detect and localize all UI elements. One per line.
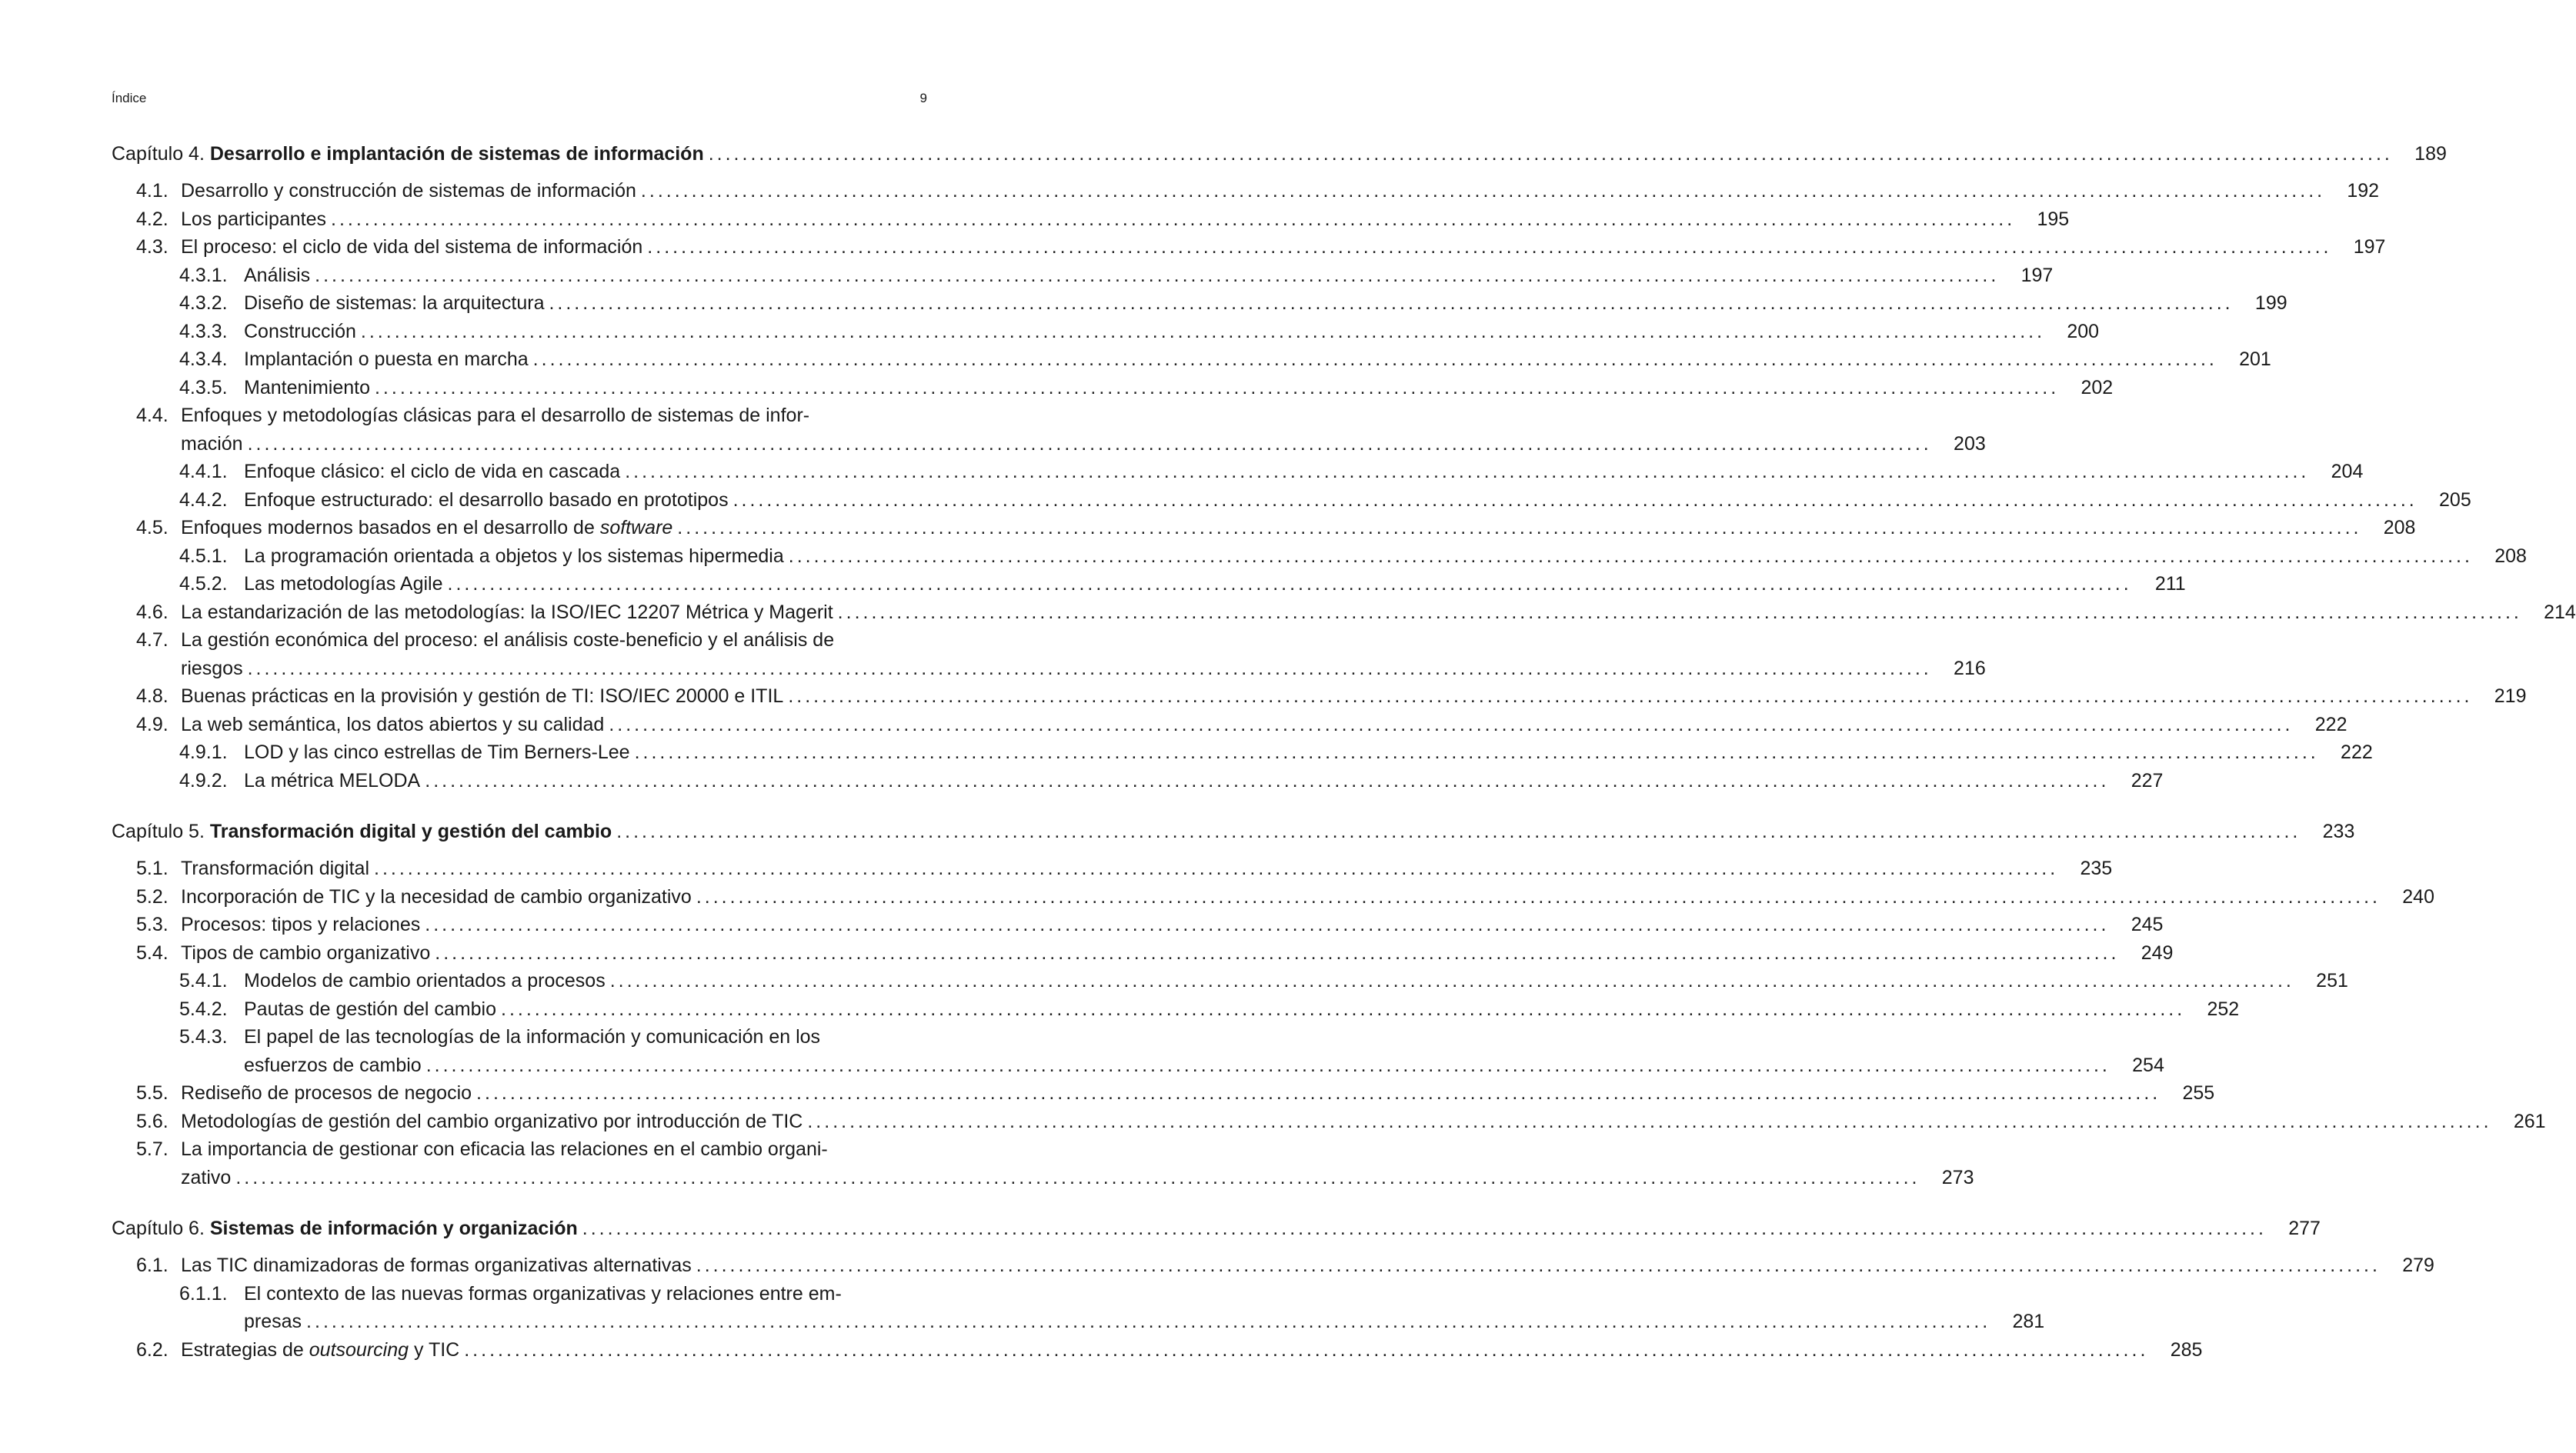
dot-leader: ........................................................................................................................................................................................................ xyxy=(425,769,2110,791)
entry-page: 261 xyxy=(2513,1110,2546,1132)
dot-leader: ........................................................................................................................................................................................................ xyxy=(732,488,2418,511)
entry-number: 4.4.2. xyxy=(179,488,228,511)
entry-number: 4.8. xyxy=(136,685,169,707)
toc-entry xyxy=(112,1338,2203,1368)
dot-leader: ........................................................................................................................................................................................................ xyxy=(501,998,2186,1020)
toc-entry-line xyxy=(179,1054,2164,1083)
entry-page: 214 xyxy=(2544,601,2576,623)
entry-title: Enfoques modernos basados en el desarrollo de software xyxy=(181,517,673,538)
entry-title: Tipos de cambio organizativo xyxy=(181,941,431,964)
entry-number: 4.3.3. xyxy=(179,320,228,342)
toc-entry-line xyxy=(179,1026,927,1055)
entry-page: 208 xyxy=(2383,517,2416,538)
toc-entry-line xyxy=(136,629,927,658)
entry-title: Buenas prácticas en la provisión y gestión de TI: ISO/IEC 20000 e ITIL xyxy=(181,685,784,707)
chapter-title: Transformación digital y gestión del cambio xyxy=(209,821,612,842)
chapter-label: Capítulo 5. xyxy=(112,821,210,842)
entry-title: Rediseño de procesos de negocio xyxy=(181,1082,472,1104)
entry-number: 4.3.1. xyxy=(179,264,228,286)
entry-title: Las metodologías Agile xyxy=(244,573,443,595)
entry-title: Las TIC dinamizadoras de formas organizativas alternativas xyxy=(181,1255,692,1276)
entry-title: Metodologías de gestión del cambio organizativo por introducción de TIC xyxy=(181,1110,803,1132)
toc-entry-line xyxy=(179,1283,927,1311)
chapter-heading xyxy=(112,143,2447,171)
dot-leader: ........................................................................................................................................................................................................ xyxy=(634,741,2319,763)
entry-page: 197 xyxy=(2353,236,2386,258)
toc-entry xyxy=(112,461,2364,489)
entry-title-continued: riesgos xyxy=(181,657,243,679)
toc-entry xyxy=(112,1082,2215,1111)
dot-leader: ........................................................................................................................................................................................................ xyxy=(708,143,2393,165)
toc-entry xyxy=(112,405,1986,461)
entry-number: 5.4.2. xyxy=(179,998,228,1020)
dot-leader: ........................................................................................................................................................................................................ xyxy=(807,1110,2492,1132)
dot-leader: ........................................................................................................................................................................................................ xyxy=(331,208,2016,230)
chapter-lead xyxy=(112,1218,578,1240)
entry-number: 6.1. xyxy=(136,1255,169,1276)
toc-entry xyxy=(112,858,2113,886)
toc-entry xyxy=(112,573,2186,602)
entry-page: 279 xyxy=(2402,1255,2434,1276)
dot-leader: ........................................................................................................................................................................................................ xyxy=(609,970,2294,991)
chapter-lead xyxy=(112,143,704,165)
toc-entry xyxy=(112,713,2347,742)
toc-entry xyxy=(112,1110,2546,1139)
entry-number: 4.9.2. xyxy=(179,769,228,791)
entry-number: 4.3.5. xyxy=(179,376,228,398)
entry-title: Desarrollo y construcción de sistemas de información xyxy=(181,180,636,202)
entry-title-italic: software xyxy=(599,517,673,538)
toc-entry xyxy=(112,376,2114,405)
entry-number: 4.3. xyxy=(136,236,169,258)
dot-leader: ........................................................................................................................................................................................................ xyxy=(425,914,2110,935)
running-head xyxy=(112,91,927,106)
dot-leader: ........................................................................................................................................................................................................ xyxy=(696,885,2381,908)
entry-title: Mantenimiento xyxy=(244,376,370,398)
dot-leader: ........................................................................................................................................................................................................ xyxy=(640,180,2326,202)
dot-leader: ........................................................................................................................................................................................................ xyxy=(315,264,2000,286)
entry-title-continued: esfuerzos de cambio xyxy=(244,1054,422,1076)
entry-page: 199 xyxy=(2254,292,2287,314)
entry-number: 5.7. xyxy=(136,1138,169,1160)
entry-title: La programación orientada a objetos y los sistemas hipermedia xyxy=(244,545,784,567)
entry-title: Los participantes xyxy=(181,208,327,230)
dot-leader: ........................................................................................................................................................................................................ xyxy=(306,1311,1991,1332)
entry-page: 255 xyxy=(2182,1082,2215,1104)
entry-number: 4.5. xyxy=(136,517,169,538)
section-title: Índice xyxy=(112,91,147,105)
entry-page: 222 xyxy=(2341,741,2373,763)
entry-title-continued: zativo xyxy=(181,1166,232,1188)
dot-leader: ........................................................................................................................................................................................................ xyxy=(425,1054,2111,1076)
entry-page: 254 xyxy=(2132,1054,2164,1076)
toc-entry-line xyxy=(136,657,1986,686)
entry-page: 245 xyxy=(2131,914,2164,935)
entry-title: Estrategias de outsourcing y TIC xyxy=(181,1338,460,1361)
dot-leader: ........................................................................................................................................................................................................ xyxy=(360,320,2046,342)
chapter-title: Sistemas de información y organización xyxy=(209,1218,578,1239)
entry-page: 204 xyxy=(2331,461,2364,482)
chapter-label: Capítulo 4. xyxy=(112,143,210,165)
entry-page: 281 xyxy=(2012,1311,2045,1332)
toc-entry xyxy=(112,1138,1974,1195)
entry-page: 240 xyxy=(2402,885,2434,908)
toc-entry xyxy=(112,998,2240,1027)
entry-number: 4.6. xyxy=(136,601,169,623)
entry-number: 5.2. xyxy=(136,885,169,908)
entry-title: Diseño de sistemas: la arquitectura xyxy=(244,292,545,314)
entry-number: 5.4.3. xyxy=(179,1026,228,1048)
dot-leader: ........................................................................................................................................................................................................ xyxy=(476,1082,2161,1104)
dot-leader: ........................................................................................................................................................................................................ xyxy=(616,821,2301,842)
entry-number: 4.9.1. xyxy=(179,741,228,763)
entry-number: 4.3.2. xyxy=(179,292,228,314)
entry-number: 6.1.1. xyxy=(179,1282,228,1305)
entry-page: 285 xyxy=(2170,1338,2203,1361)
chapter-lead xyxy=(112,821,612,843)
entry-page: 203 xyxy=(1954,432,1986,455)
dot-leader: ........................................................................................................................................................................................................ xyxy=(247,432,1932,455)
toc-entry xyxy=(112,769,2164,798)
toc-entry xyxy=(112,517,2416,545)
entry-title: Procesos: tipos y relaciones xyxy=(181,914,421,935)
toc-entry xyxy=(112,629,1986,685)
entry-number: 4.5.1. xyxy=(179,545,228,567)
entry-title: La métrica MELODA xyxy=(244,769,421,791)
entry-page: 200 xyxy=(2067,320,2100,342)
entry-title: El contexto de las nuevas formas organizativas y relaciones entre em- xyxy=(244,1282,842,1305)
dot-leader: ........................................................................................................................................................................................................ xyxy=(837,601,2522,623)
entry-number: 4.1. xyxy=(136,180,169,202)
chapter-page: 277 xyxy=(2288,1218,2321,1239)
entry-title: Pautas de gestión del cambio xyxy=(244,998,496,1020)
entry-page: 208 xyxy=(2494,545,2527,567)
toc-entry xyxy=(112,292,2287,321)
entry-title-continued: mación xyxy=(181,432,243,455)
dot-leader: ........................................................................................................................................................................................................ xyxy=(235,1166,1920,1188)
entry-page: 249 xyxy=(2141,941,2174,964)
entry-number: 4.3.4. xyxy=(179,348,228,370)
toc-entry-line xyxy=(136,432,1986,462)
toc-entry xyxy=(112,741,2373,770)
entry-title: La estandarización de las metodologías: la ISO/IEC 12207 Métrica y Magerit xyxy=(181,601,833,623)
entry-page: 251 xyxy=(2316,970,2348,991)
toc-entry xyxy=(112,970,2348,998)
entry-page: 252 xyxy=(2207,998,2240,1020)
entry-number: 4.5.2. xyxy=(179,573,228,595)
entry-page: 195 xyxy=(2037,208,2070,230)
entry-title: El papel de las tecnologías de la información y comunicación en los xyxy=(244,1026,821,1048)
entry-number: 5.5. xyxy=(136,1082,169,1104)
entry-title: Enfoques y metodologías clásicas para el desarrollo de sistemas de infor- xyxy=(181,405,810,426)
entry-title: Construcción xyxy=(244,320,356,342)
toc-entry xyxy=(112,1255,2434,1283)
toc-entry xyxy=(112,236,2386,265)
dot-leader: ........................................................................................................................................................................................................ xyxy=(549,292,2234,314)
entry-page: 201 xyxy=(2239,348,2271,370)
entry-title-italic: outsourcing xyxy=(309,1338,409,1361)
toc-entry xyxy=(112,1282,2045,1339)
entry-title: Modelos de cambio orientados a procesos xyxy=(244,970,606,991)
toc-entry xyxy=(112,348,2271,377)
chapter-title: Desarrollo e implantación de sistemas de información xyxy=(209,143,704,165)
entry-title: Enfoque clásico: el ciclo de vida en cascada xyxy=(244,461,621,482)
dot-leader: ........................................................................................................................................................................................................ xyxy=(647,236,2332,258)
entry-number: 4.2. xyxy=(136,208,169,230)
dot-leader: ........................................................................................................................................................................................................ xyxy=(677,517,2362,538)
toc-entry xyxy=(112,1026,2164,1082)
entry-page: 222 xyxy=(2314,713,2347,735)
toc-entry-line xyxy=(179,1311,2045,1339)
entry-page: 219 xyxy=(2494,685,2527,707)
chapter-page: 189 xyxy=(2414,143,2447,165)
entry-title-after: y TIC xyxy=(409,1338,460,1361)
entry-page: 273 xyxy=(1941,1166,1974,1188)
dot-leader: ........................................................................................................................................................................................................ xyxy=(447,573,2132,595)
dot-leader: ........................................................................................................................................................................................................ xyxy=(609,713,2294,735)
entry-title: La importancia de gestionar con eficacia las relaciones en el cambio organi- xyxy=(181,1138,828,1160)
entry-page: 197 xyxy=(2020,264,2054,286)
toc-entry xyxy=(112,320,2100,349)
table-of-contents xyxy=(112,143,2576,1367)
toc-entry-line xyxy=(136,405,927,433)
toc-entry-line xyxy=(136,1138,927,1167)
toc-entry xyxy=(112,488,2471,518)
entry-title: Enfoque estructurado: el desarrollo basado en prototipos xyxy=(244,488,729,511)
toc-entry xyxy=(112,685,2527,714)
entry-page: 211 xyxy=(2154,573,2186,595)
toc-entry xyxy=(112,264,2054,293)
entry-page: 227 xyxy=(2131,769,2164,791)
dot-leader: ........................................................................................................................................................................................................ xyxy=(788,685,2473,707)
dot-leader: ........................................................................................................................................................................................................ xyxy=(625,461,2310,482)
dot-leader: ........................................................................................................................................................................................................ xyxy=(374,858,2059,879)
entry-number: 4.4. xyxy=(136,405,169,426)
entry-page: 205 xyxy=(2439,488,2471,511)
entry-title: Implantación o puesta en marcha xyxy=(244,348,529,370)
entry-title: LOD y las cinco estrellas de Tim Berners-Lee xyxy=(244,741,630,763)
toc-entry xyxy=(112,941,2174,971)
dot-leader: ........................................................................................................................................................................................................ xyxy=(435,941,2120,964)
dot-leader: ........................................................................................................................................................................................................ xyxy=(532,348,2217,370)
entry-number: 4.4.1. xyxy=(179,461,228,482)
chapter-page: 233 xyxy=(2322,821,2355,842)
toc-entry xyxy=(112,601,2576,630)
dot-leader: ........................................................................................................................................................................................................ xyxy=(374,376,2060,398)
toc-entry xyxy=(112,180,2380,208)
entry-number: 5.4.1. xyxy=(179,970,228,991)
entry-title: La web semántica, los datos abiertos y su calidad xyxy=(181,713,605,735)
entry-number: 5.1. xyxy=(136,858,169,879)
toc-entry-line xyxy=(136,1166,1974,1195)
chapter-heading xyxy=(112,821,2355,848)
entry-number: 5.3. xyxy=(136,914,169,935)
entry-page: 192 xyxy=(2347,180,2380,202)
dot-leader: ........................................................................................................................................................................................................ xyxy=(696,1255,2381,1276)
entry-page: 216 xyxy=(1954,657,1986,679)
entry-number: 6.2. xyxy=(136,1338,169,1361)
entry-title: El proceso: el ciclo de vida del sistema de información xyxy=(181,236,643,258)
entry-title-continued: presas xyxy=(244,1311,302,1332)
entry-number: 5.6. xyxy=(136,1110,169,1132)
entry-page: 202 xyxy=(2080,376,2114,398)
entry-number: 4.7. xyxy=(136,629,169,651)
entry-title: Incorporación de TIC y la necesidad de cambio organizativo xyxy=(181,885,692,908)
entry-title: Análisis xyxy=(244,264,311,286)
entry-number: 5.4. xyxy=(136,941,169,964)
toc-entry xyxy=(112,208,2070,237)
dot-leader: ........................................................................................................................................................................................................ xyxy=(247,657,1932,679)
toc-entry xyxy=(112,545,2527,574)
toc-entry xyxy=(112,885,2434,915)
entry-number: 4.9. xyxy=(136,713,169,735)
entry-page: 235 xyxy=(2080,858,2113,879)
dot-leader: ........................................................................................................................................................................................................ xyxy=(582,1218,2267,1239)
page-number: 9 xyxy=(919,91,927,105)
chapter-heading xyxy=(112,1218,2321,1245)
entry-title: La gestión económica del proceso: el análisis coste-beneficio y el análisis de xyxy=(181,629,835,651)
entry-title: Transformación digital xyxy=(181,858,370,879)
dot-leader: ........................................................................................................................................................................................................ xyxy=(788,545,2473,567)
dot-leader: ........................................................................................................................................................................................................ xyxy=(464,1338,2149,1361)
chapter-label: Capítulo 6. xyxy=(112,1218,210,1239)
toc-entry xyxy=(112,914,2164,942)
